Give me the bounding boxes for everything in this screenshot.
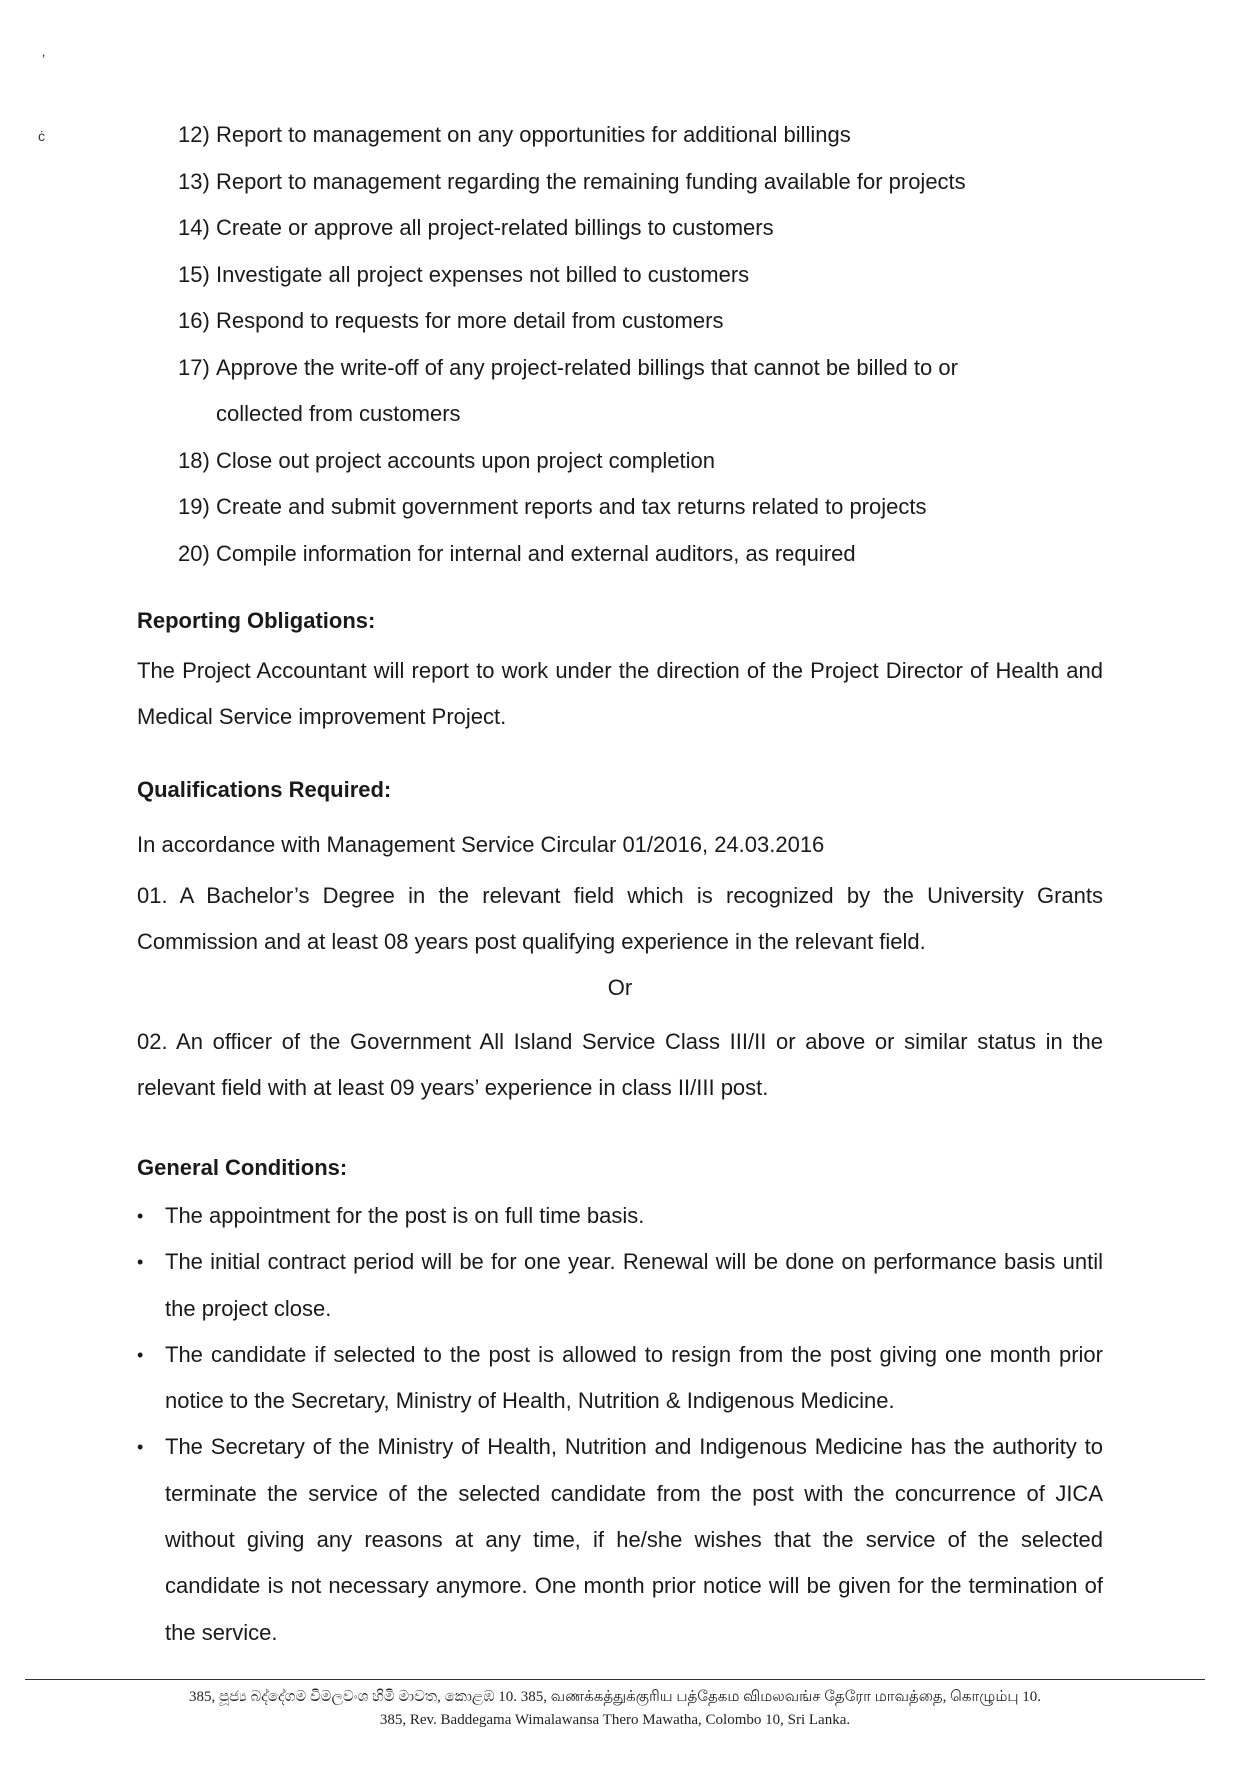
list-item xyxy=(137,1424,1103,1655)
list-item xyxy=(178,345,1108,438)
item-number: 19) xyxy=(178,494,210,519)
item-number: 14) xyxy=(178,215,210,240)
qualification-option-1: 01. A Bachelor’s Degree in the relevant field which is recognized by the University Grants Commission and at least 08 years post qualifying experience in the relevant field. xyxy=(137,883,1103,954)
list-item xyxy=(178,484,1108,531)
item-number: 17) xyxy=(178,354,210,380)
or-separator: Or xyxy=(607,975,633,1000)
bullet-icon: • xyxy=(137,1437,144,1458)
list-item xyxy=(178,531,1108,578)
item-text: Create or approve all project-related billings to customers xyxy=(216,215,774,240)
item-number: 12) xyxy=(178,122,210,147)
bullet-icon: • xyxy=(137,1252,144,1273)
bullet-icon: • xyxy=(137,1206,144,1226)
qualification-option-2: 02. An officer of the Government All Island Service Class III/II or above or similar status in the relevant field with at least 09 years’ experience in class II/III post. xyxy=(137,1029,1103,1100)
qualifications-heading: Qualifications Required: xyxy=(137,777,392,802)
list-item xyxy=(178,252,1108,299)
item-number: 13) xyxy=(178,168,210,194)
list-item xyxy=(178,159,1108,206)
item-text: Approve the write-off of any project-related billings that cannot be billed to or collected from customers xyxy=(216,354,958,426)
item-text: Close out project accounts upon project completion xyxy=(216,447,715,473)
reporting-heading: Reporting Obligations: xyxy=(137,608,376,633)
reporting-text: The Project Accountant will report to work under the direction of the Project Director of Health and Medical Service improvement Project. xyxy=(137,658,1103,729)
item-text: Create and submit government reports and tax returns related to projects xyxy=(216,494,927,519)
list-item xyxy=(137,1332,1103,1425)
bullet-icon: • xyxy=(137,1344,144,1365)
list-item xyxy=(178,112,1108,159)
item-text: Respond to requests for more detail from customers xyxy=(216,308,724,333)
margin-mark: ċ xyxy=(38,128,45,144)
general-conditions-heading: General Conditions: xyxy=(137,1155,348,1180)
item-number: 20) xyxy=(178,540,210,566)
item-text: The initial contract period will be for one year. Renewal will be done on performance basis until the project close. xyxy=(165,1249,1103,1321)
list-item xyxy=(178,298,1108,345)
item-number: 18) xyxy=(178,447,210,473)
footer-divider xyxy=(25,1679,1205,1680)
list-item xyxy=(137,1193,1103,1239)
item-text: Investigate all project expenses not billed to customers xyxy=(216,261,750,287)
list-item xyxy=(137,1239,1103,1332)
footer-address-local: 385, පූජ්‍ය බද්දේගම විමලවංශ හිමි මාවත, කොළඹ 10. 385, வணக்கத்துக்குரிய பத்தேகம விமலவங்ச தேரோ மாவத்தை, கொழும்பு 10. xyxy=(188,1689,1042,1705)
item-number: 16) xyxy=(178,308,210,333)
item-text: The Secretary of the Ministry of Health, Nutrition and Indigenous Medicine has the authority to terminate the service of the selected candidate from the post with the concurrence of JICA without giving any reasons at any time, if he/she wishes that the service of the selected candidate is not necessary anymore. One month prior notice will be given for the termination of the service. xyxy=(165,1434,1103,1645)
item-text: The candidate if selected to the post is allowed to resign from the post giving one month prior notice to the Secretary, Ministry of Health, Nutrition & Indigenous Medicine. xyxy=(165,1341,1103,1414)
general-conditions-list xyxy=(137,1193,1103,1656)
item-text: Report to management regarding the remaining funding available for projects xyxy=(216,168,966,194)
list-item xyxy=(178,205,1108,252)
responsibilities-list xyxy=(178,112,1108,577)
list-item xyxy=(178,438,1108,485)
item-text: The appointment for the post is on full time basis. xyxy=(165,1203,645,1228)
item-text: Compile information for internal and external auditors, as required xyxy=(216,540,856,566)
item-number: 15) xyxy=(178,261,210,287)
margin-mark: ʽ xyxy=(42,52,46,68)
footer-address-english: 385, Rev. Baddegama Wimalawansa Thero Mawatha, Colombo 10, Sri Lanka. xyxy=(379,1712,851,1728)
qualifications-intro: In accordance with Management Service Circular 01/2016, 24.03.2016 xyxy=(137,832,825,857)
item-text: Report to management on any opportunities for additional billings xyxy=(216,122,851,147)
